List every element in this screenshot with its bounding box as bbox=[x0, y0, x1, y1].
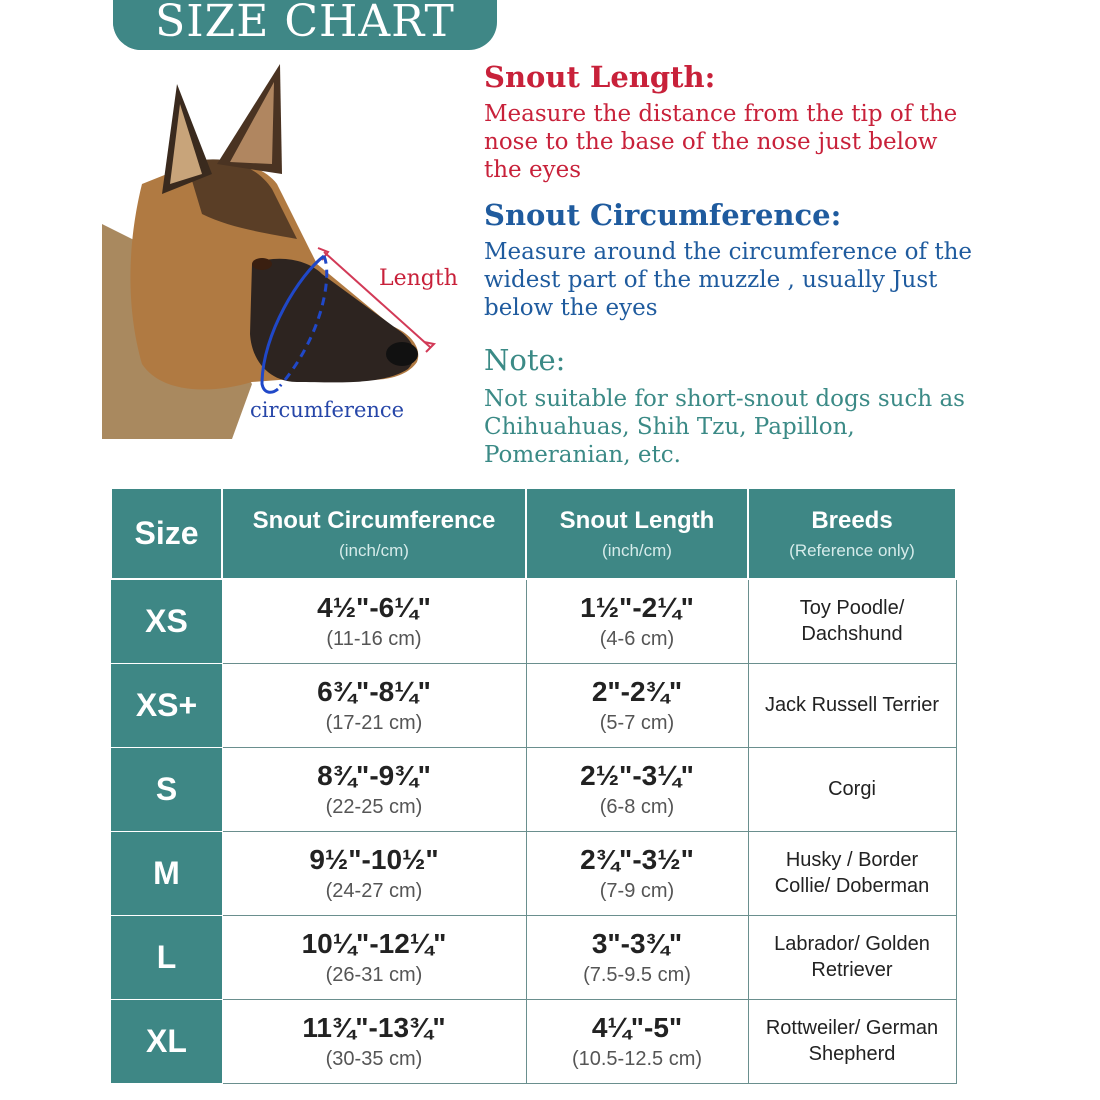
circumference-label: circumference bbox=[250, 398, 405, 422]
circumference-cell bbox=[222, 915, 526, 999]
breeds-text: Labrador/ Golden Retriever bbox=[774, 933, 930, 981]
note-text: Not suitable for short-snout dogs such as Chihuahuas, Shih Tzu, Papillon, Pomeranian, etc. bbox=[484, 386, 965, 468]
cm-value: (5-7 cm) bbox=[599, 711, 675, 734]
breeds-text: Husky / Border Collie/ Doberman bbox=[774, 849, 930, 897]
header-snout-length bbox=[526, 489, 748, 579]
inch-value: 9½"-10½" bbox=[309, 843, 439, 875]
breeds-text: Toy Poodle/ Dachshund bbox=[799, 597, 905, 646]
size-table bbox=[110, 489, 957, 1084]
breeds-text: Corgi bbox=[828, 778, 876, 800]
breeds-cell bbox=[748, 663, 956, 747]
length-cell bbox=[526, 579, 748, 663]
size-cell: M bbox=[111, 831, 222, 915]
snout-length-text: Measure the distance from the tip of the nose to the base of the nose just below the eyes bbox=[484, 101, 958, 183]
snout-circumference-section bbox=[484, 198, 974, 322]
table-row bbox=[111, 579, 956, 663]
note-section bbox=[484, 343, 974, 469]
header-size: Size bbox=[111, 489, 222, 579]
table-row bbox=[111, 999, 956, 1083]
cm-value: (30-35 cm) bbox=[325, 1047, 423, 1070]
inch-value: 6¾"-8¼" bbox=[317, 675, 431, 707]
table-row bbox=[111, 831, 956, 915]
circumference-cell bbox=[222, 747, 526, 831]
dog-illustration bbox=[102, 64, 472, 444]
length-cell bbox=[526, 999, 748, 1083]
breeds-cell bbox=[748, 747, 956, 831]
inch-value: 4¼"-5" bbox=[591, 1011, 683, 1043]
size-cell: XS bbox=[111, 579, 222, 663]
inch-value: 8¾"-9¾" bbox=[317, 759, 431, 791]
header-breeds bbox=[748, 489, 956, 579]
note-heading: Note: bbox=[484, 343, 566, 377]
snout-circumference-text: Measure around the circumference of the widest part of the muzzle , usually Just below the eyes bbox=[484, 239, 973, 321]
header-subtitle: (inch/cm) bbox=[602, 540, 672, 560]
table-row bbox=[111, 915, 956, 999]
cm-value: (24-27 cm) bbox=[325, 879, 423, 902]
header-title: Snout Length bbox=[559, 506, 715, 534]
circumference-cell bbox=[222, 999, 526, 1083]
page-title: SIZE CHART bbox=[155, 0, 455, 47]
size-cell: L bbox=[111, 915, 222, 999]
cm-value: (10.5-12.5 cm) bbox=[571, 1047, 703, 1070]
length-cell bbox=[526, 663, 748, 747]
cm-value: (7-9 cm) bbox=[599, 879, 675, 902]
breeds-cell bbox=[748, 579, 956, 663]
header-subtitle: (Reference only) bbox=[789, 540, 915, 560]
snout-length-heading: Snout Length: bbox=[484, 60, 716, 94]
cm-value: (26-31 cm) bbox=[325, 963, 423, 986]
breeds-cell bbox=[748, 999, 956, 1083]
size-cell: S bbox=[111, 747, 222, 831]
inch-value: 2¾"-3½" bbox=[580, 843, 694, 875]
header-title: Breeds bbox=[811, 506, 893, 534]
header-title: Snout Circumference bbox=[252, 506, 496, 534]
circumference-cell bbox=[222, 831, 526, 915]
header-snout-circumference bbox=[222, 489, 526, 579]
inch-value: 11¾"-13¾" bbox=[302, 1011, 446, 1043]
table-header-row bbox=[111, 489, 956, 579]
inch-value: 3"-3¾" bbox=[591, 927, 683, 959]
inch-value: 4½"-6¼" bbox=[317, 591, 431, 623]
length-cell bbox=[526, 831, 748, 915]
cm-value: (17-21 cm) bbox=[325, 711, 423, 734]
snout-length-section bbox=[484, 60, 974, 184]
table-row bbox=[111, 663, 956, 747]
breeds-text: Jack Russell Terrier bbox=[764, 694, 940, 716]
inch-value: 10¼"-12¼" bbox=[301, 927, 447, 959]
snout-circumference-heading: Snout Circumference: bbox=[484, 198, 842, 232]
inch-value: 2"-2¾" bbox=[591, 675, 683, 707]
length-cell bbox=[526, 747, 748, 831]
circumference-cell bbox=[222, 579, 526, 663]
inch-value: 2½"-3¼" bbox=[580, 759, 694, 791]
cm-value: (7.5-9.5 cm) bbox=[583, 963, 691, 986]
inch-value: 1½"-2¼" bbox=[580, 591, 694, 623]
breeds-text: Rottweiler/ German Shepherd bbox=[765, 1017, 939, 1065]
cm-value: (22-25 cm) bbox=[325, 795, 423, 818]
breeds-cell bbox=[748, 915, 956, 999]
size-cell: XL bbox=[111, 999, 222, 1083]
header-subtitle: (inch/cm) bbox=[339, 540, 409, 560]
length-label: Length bbox=[379, 266, 458, 291]
cm-value: (11-16 cm) bbox=[326, 627, 422, 650]
cm-value: (4-6 cm) bbox=[599, 627, 675, 650]
circumference-cell bbox=[222, 663, 526, 747]
size-cell: XS+ bbox=[111, 663, 222, 747]
breeds-cell bbox=[748, 831, 956, 915]
length-cell bbox=[526, 915, 748, 999]
cm-value: (6-8 cm) bbox=[599, 795, 675, 818]
dog-head-image bbox=[102, 64, 472, 444]
table-row bbox=[111, 747, 956, 831]
